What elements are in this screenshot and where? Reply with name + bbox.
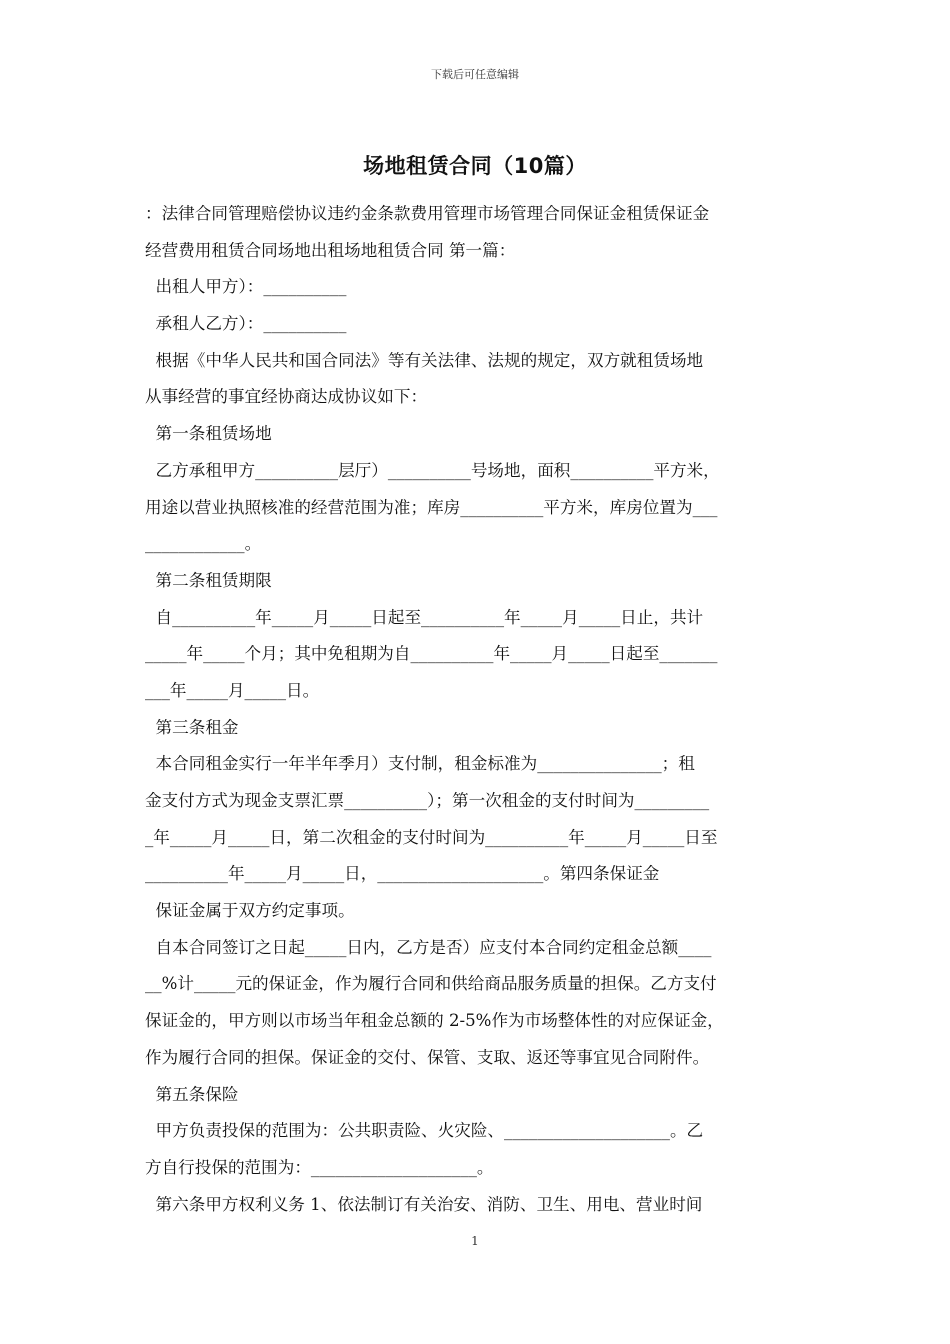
body-line: _年_____月_____日，第二次租金的支付时间为__________年_____月_____日至	[145, 827, 718, 847]
body-line: ：法律合同管理赔偿协议违约金条款费用管理市场管理合同保证金租赁保证金	[145, 204, 710, 223]
section-heading: 第三条租金	[145, 717, 239, 737]
body-line: _____年_____个月；其中免租期为自__________年_____月_____日起至_______	[145, 644, 718, 664]
section-heading: 第二条租赁期限	[145, 570, 272, 590]
body-line: 金支付方式为现金支票汇票__________）；第一次租金的支付时间为_________	[145, 791, 710, 810]
page-number: 1	[471, 1234, 479, 1248]
body-line: 出租人甲方）：__________	[145, 277, 347, 297]
body-line: 经营费用租赁合同场地出租场地租赁合同 第一篇：	[145, 240, 516, 260]
body-line: 乙方承租甲方__________层厅）__________号场地，面积__________平方米，	[145, 460, 720, 480]
body-line: 自本合同签订之日起_____日内，乙方是否）应支付本合同约定租金总额____	[145, 937, 712, 957]
body-line: ____________。	[145, 534, 262, 554]
body-line: 作为履行合同的担保。保证金的交付、保管、支取、返还等事宜见合同附件。	[145, 1047, 710, 1067]
section-heading: 第一条租赁场地	[145, 424, 272, 444]
document-body	[145, 196, 813, 1223]
body-line: __________年_____月_____日，____________________。第四条保证金	[145, 864, 660, 884]
body-line: 第六条甲方权利义务 1、依法制订有关治安、消防、卫生、用电、营业时间	[145, 1194, 703, 1214]
body-line: 方自行投保的范围为：____________________。	[145, 1157, 494, 1177]
page-header-note: 下载后可任意编辑	[431, 68, 519, 81]
document-title: 场地租赁合同（10篇）	[363, 154, 587, 178]
section-heading: 第五条保险	[145, 1084, 239, 1104]
body-line: 从事经营的事宜经协商达成协议如下：	[145, 387, 428, 407]
body-line: 自__________年_____月_____日起至__________年_____月_____日止，共计	[145, 607, 704, 627]
body-line: __%计_____元的保证金，作为履行合同和供给商品服务质量的担保。乙方支付	[145, 974, 717, 994]
body-line: 保证金的，甲方则以市场当年租金总额的 2-5%作为市场整体性的对应保证金，	[145, 1011, 724, 1031]
body-line: 承租人乙方）：__________	[145, 314, 347, 334]
body-line: 本合同租金实行一年半年季月）支付制，租金标准为_______________；租	[145, 754, 695, 774]
body-line: 用途以营业执照核准的经营范围为准；库房__________平方米，库房位置为___	[145, 497, 718, 517]
body-line: ___年_____月_____日。	[145, 680, 320, 700]
body-line: 甲方负责投保的范围为：公共职责险、火灾险、____________________。乙	[145, 1121, 704, 1141]
body-line: 根据《中华人民共和国合同法》等有关法律、法规的规定，双方就租赁场地	[145, 350, 704, 370]
body-line: 保证金属于双方约定事项。	[145, 901, 355, 921]
